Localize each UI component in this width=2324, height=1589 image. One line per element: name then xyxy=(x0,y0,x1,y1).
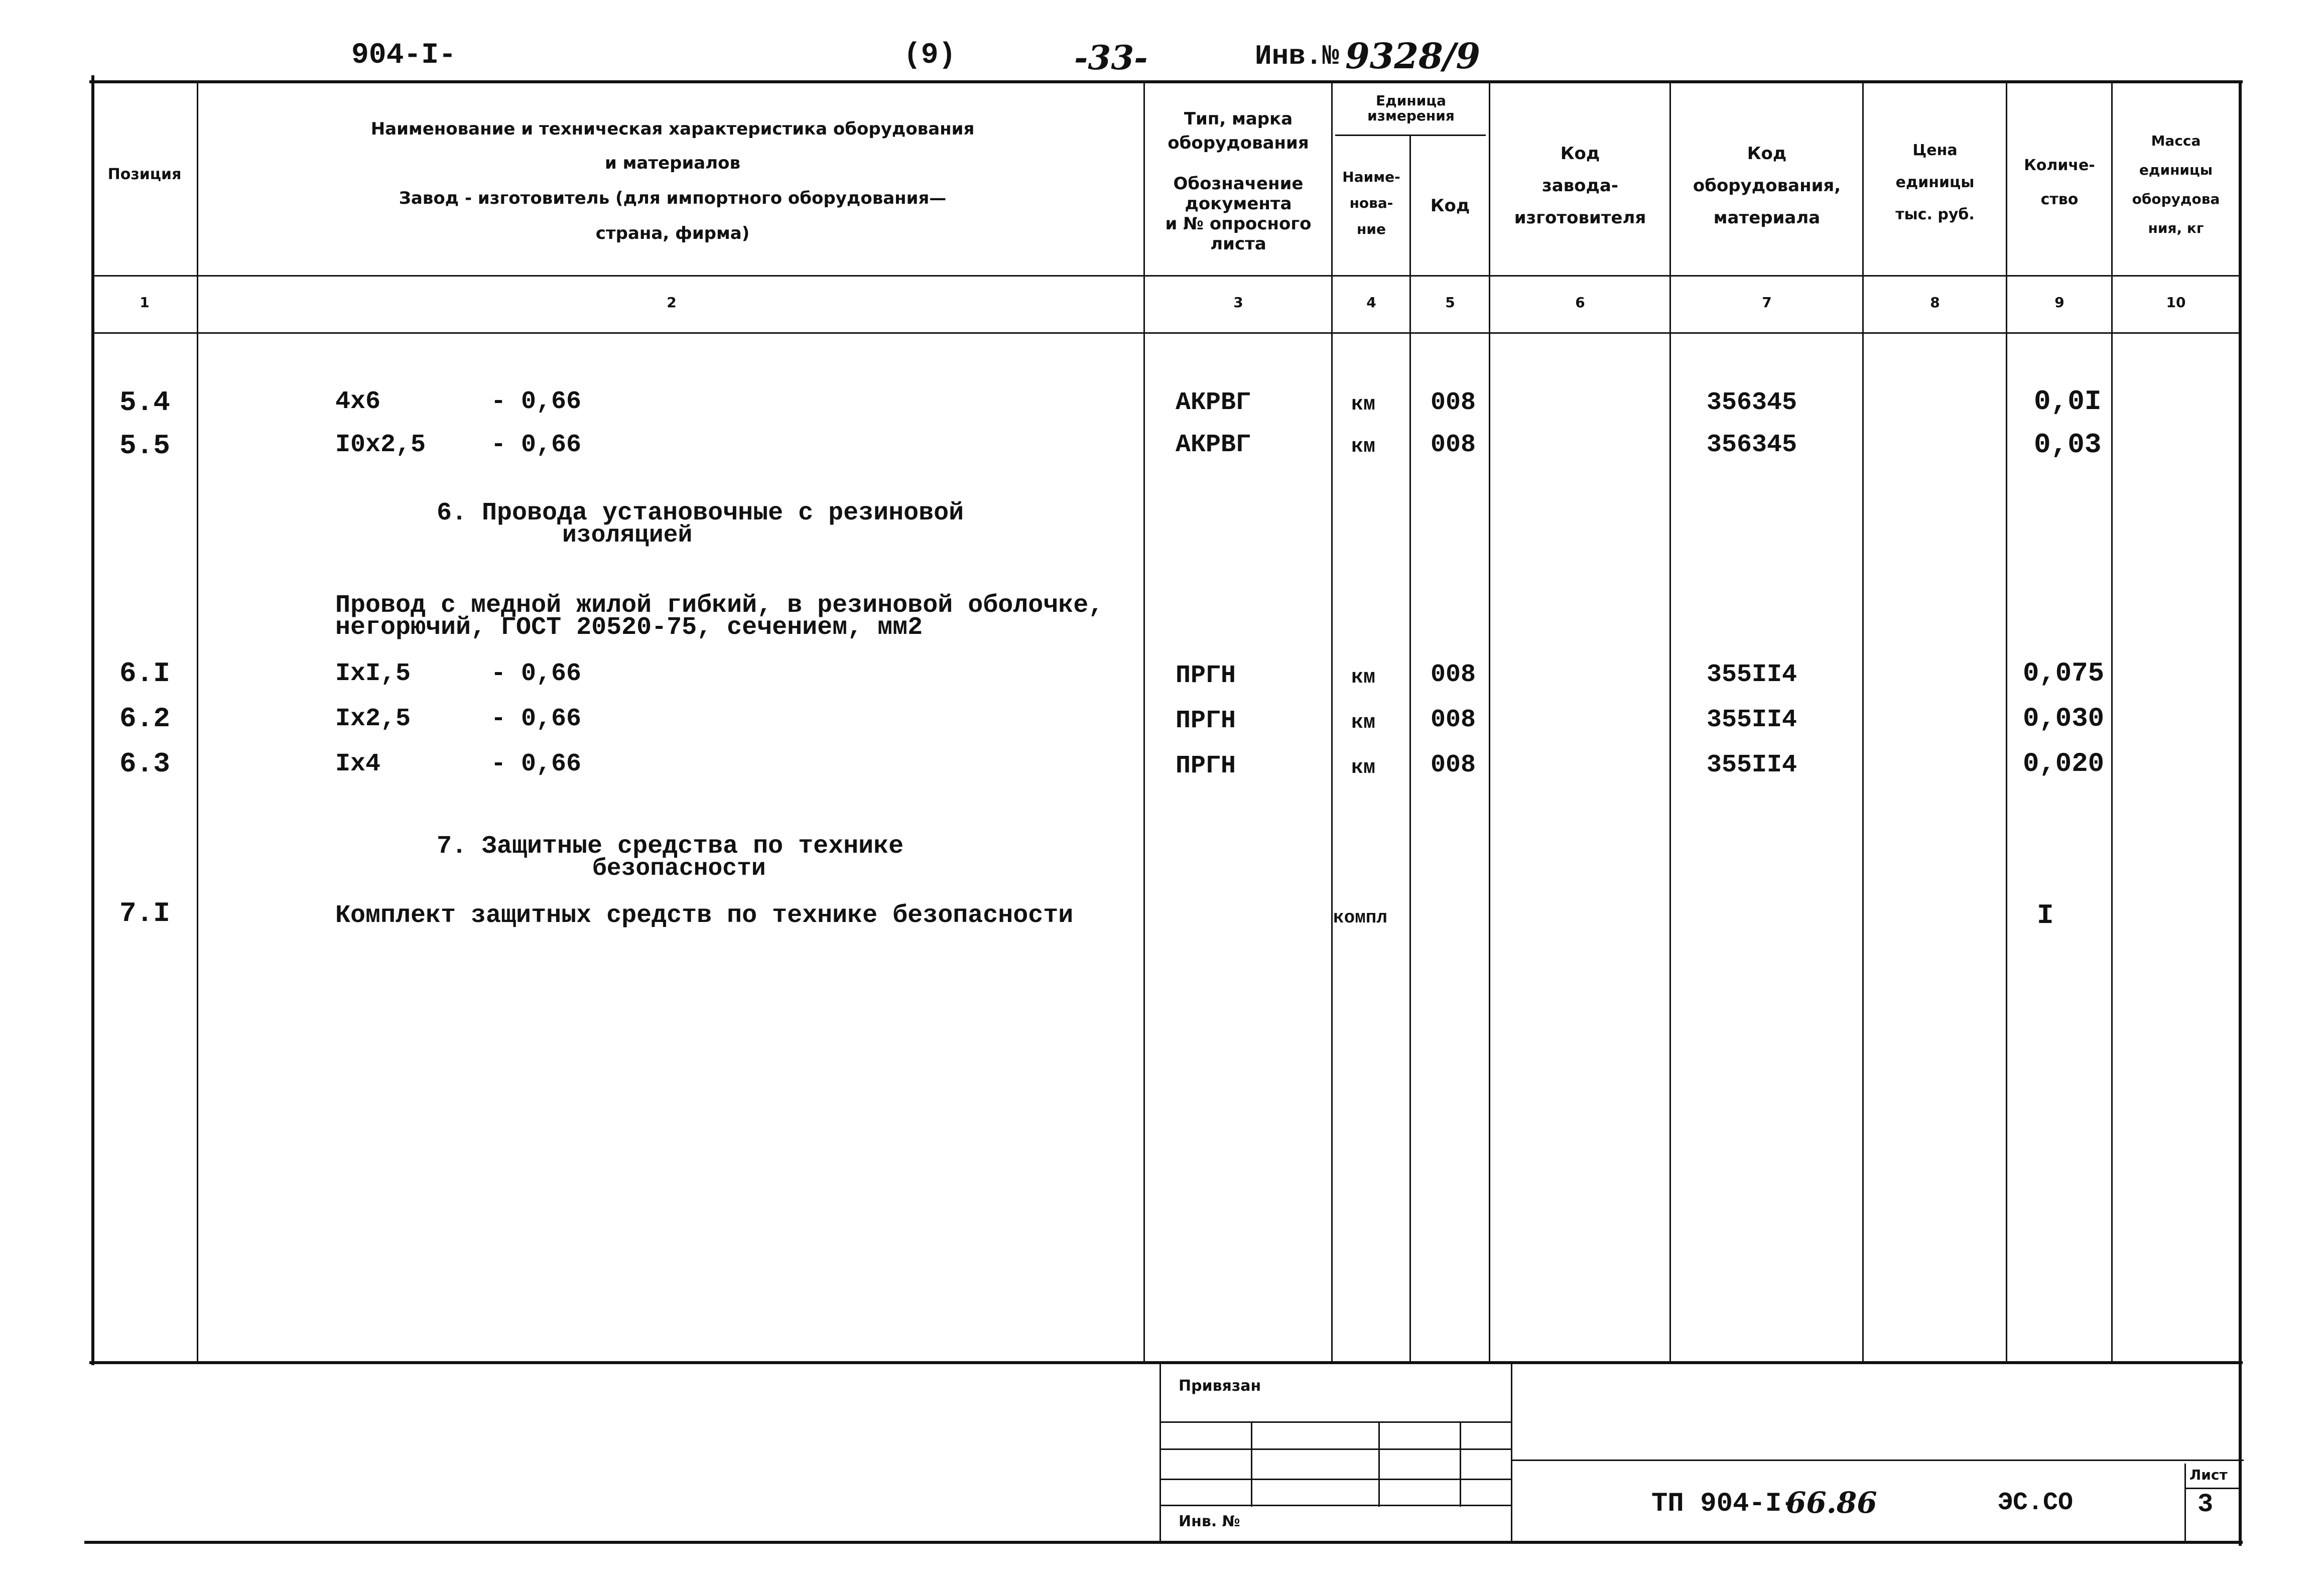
series-number: 904-I- xyxy=(351,39,456,72)
row-size: 4x6 xyxy=(335,387,381,416)
row-position: 6.I xyxy=(119,657,170,690)
row-unit: км xyxy=(1351,667,1376,689)
row-quantity: 0,075 xyxy=(2023,658,2105,689)
row-material-code: 355II4 xyxy=(1707,660,1797,689)
col-number: 4 xyxy=(1366,294,1376,311)
row-unit: км xyxy=(1351,757,1376,779)
row-voltage: - 0,66 xyxy=(491,750,582,778)
row-material-code: 355II4 xyxy=(1707,706,1797,734)
sheet-number: 3 xyxy=(2198,1490,2214,1519)
row-size: Ix4 xyxy=(335,750,381,778)
section6-title-line1: 6. Провода установочные с резиновой xyxy=(437,499,964,527)
row-quantity: 0,030 xyxy=(2023,704,2105,734)
row-unit: км xyxy=(1351,393,1376,416)
part-number: (9) xyxy=(903,39,956,72)
inventory-number: 9328/9 xyxy=(1345,35,1481,77)
row-unit: км xyxy=(1351,712,1376,734)
section7-title-line2: безопасности xyxy=(592,855,766,882)
header-unit-name-line1: Наиме- xyxy=(1342,169,1400,185)
row-quantity: I xyxy=(2037,899,2054,932)
section7-title-line1: 7. Защитные средства по технике xyxy=(437,832,904,861)
row-code: 008 xyxy=(1431,751,1476,779)
header-type-line3: Обозначение xyxy=(1173,174,1304,194)
section6-description-line2: негорючий, ГОСТ 20520-75, сечением, мм2 xyxy=(335,613,923,642)
row-type: АКРВГ xyxy=(1176,388,1251,417)
row-position: 6.2 xyxy=(119,703,170,735)
row-name: Комплект защитных средств по технике безопасности xyxy=(335,901,1074,930)
col-number: 10 xyxy=(2166,294,2186,311)
header-type-line2: оборудования xyxy=(1168,133,1309,153)
row-code: 008 xyxy=(1431,388,1476,417)
row-quantity: 0,0I xyxy=(2034,385,2102,418)
header-mass-line4: ния, кг xyxy=(2148,220,2204,236)
row-size: Ix2,5 xyxy=(335,705,411,733)
row-material-code: 356345 xyxy=(1707,388,1797,417)
header-equipment-code-line2: оборудования, xyxy=(1693,176,1841,196)
row-type: ПРГН xyxy=(1176,707,1236,735)
col-number: 8 xyxy=(1930,294,1940,311)
document-code-suffix: 66.86 xyxy=(1786,1486,1877,1520)
row-code: 008 xyxy=(1431,706,1476,734)
header-unit-name-line2: нова- xyxy=(1349,195,1393,211)
document-mark: ЭС.СО xyxy=(1998,1489,2074,1517)
header-quantity-line2: ство xyxy=(2040,191,2079,208)
header-name-line3: Завод - изготовитель (для импортного оборудования— xyxy=(399,188,947,208)
header-price-line1: Цена xyxy=(1912,142,1958,159)
header-equipment-code-line1: Код xyxy=(1747,144,1787,164)
header-type-line1: Тип, марка xyxy=(1184,109,1293,129)
header-mass-line2: единицы xyxy=(2139,162,2213,178)
row-position: 5.4 xyxy=(119,386,170,419)
page-number: -33- xyxy=(1074,38,1148,77)
row-unit: компл xyxy=(1333,907,1388,928)
section6-description-line1: Провод с медной жилой гибкий, в резиновой оболочке, xyxy=(335,591,1104,620)
header-quantity-line1: Количе- xyxy=(2024,157,2095,174)
row-material-code: 356345 xyxy=(1707,431,1797,459)
sheet-label: Лист xyxy=(2189,1467,2228,1483)
col-number: 1 xyxy=(140,294,150,311)
header-plant-code-line1: Код xyxy=(1560,144,1600,164)
row-material-code: 355II4 xyxy=(1707,751,1797,779)
row-type: ПРГН xyxy=(1176,661,1236,690)
row-position: 7.I xyxy=(119,897,170,930)
row-voltage: - 0,66 xyxy=(491,431,582,459)
row-type: ПРГН xyxy=(1176,752,1236,780)
stamp-inventory-label: Инв. № xyxy=(1179,1513,1240,1530)
col-number: 3 xyxy=(1233,294,1243,311)
col-number: 5 xyxy=(1445,294,1455,311)
header-unit-group-line1: Единица xyxy=(1376,92,1446,109)
row-voltage: - 0,66 xyxy=(491,705,582,733)
header-type-line4: документа xyxy=(1185,194,1292,214)
row-voltage: - 0,66 xyxy=(491,659,582,688)
header-plant-code-line2: завода- xyxy=(1541,176,1619,196)
header-type-line5: и № опросного xyxy=(1165,214,1312,234)
section6-title-line2: изоляцией xyxy=(562,522,693,549)
header-name-line1: Наименование и техническая характеристика оборудования xyxy=(370,119,975,139)
row-code: 008 xyxy=(1431,431,1476,459)
col-number: 2 xyxy=(667,294,677,311)
row-quantity: 0,03 xyxy=(2034,429,2102,461)
col-number: 7 xyxy=(1762,294,1772,311)
header-plant-code-line3: изготовителя xyxy=(1514,208,1646,228)
row-size: I0x2,5 xyxy=(335,431,426,459)
col-number: 6 xyxy=(1575,294,1585,311)
header-mass-line1: Масса xyxy=(2151,133,2201,149)
row-code: 008 xyxy=(1431,660,1476,689)
stamp-bound-label: Привязан xyxy=(1179,1377,1261,1395)
header-unit-code: Код xyxy=(1430,196,1470,216)
header-equipment-code-line3: материала xyxy=(1713,208,1821,228)
row-type: АКРВГ xyxy=(1176,431,1251,459)
header-position: Позиция xyxy=(107,166,182,183)
header-unit-group-line2: измерения xyxy=(1367,107,1455,124)
document-code-prefix: ТП 904-I- xyxy=(1651,1489,1798,1519)
header-mass-line3: оборудова xyxy=(2132,191,2220,207)
header-price-line3: тыс. руб. xyxy=(1895,206,1975,223)
row-unit: км xyxy=(1351,436,1376,458)
header-unit-name-line3: ние xyxy=(1357,221,1386,237)
row-voltage: - 0,66 xyxy=(491,387,582,416)
row-position: 5.5 xyxy=(119,430,170,462)
row-size: IxI,5 xyxy=(335,659,411,688)
col-number: 9 xyxy=(2054,294,2064,311)
row-quantity: 0,020 xyxy=(2023,749,2105,779)
inventory-label: Инв.№ xyxy=(1255,40,1340,72)
header-type-line6: листа xyxy=(1210,234,1266,254)
header-price-line2: единицы xyxy=(1895,174,1975,191)
row-position: 6.3 xyxy=(119,748,170,780)
header-name-line2: и материалов xyxy=(604,153,741,173)
header-name-line4: страна, фирма) xyxy=(595,223,750,243)
